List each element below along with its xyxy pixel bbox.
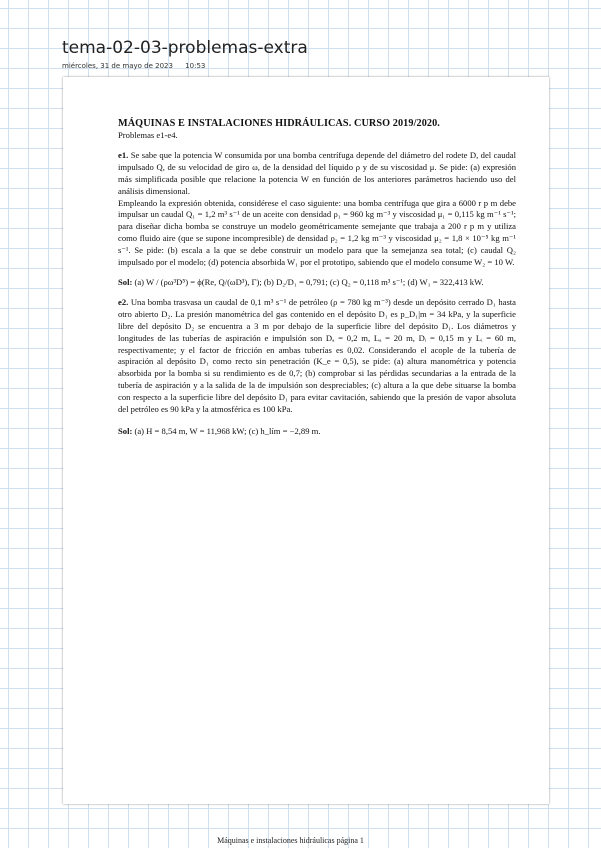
document-content	[118, 117, 516, 438]
note-title: tema-02-03-problemas-extra	[62, 38, 308, 58]
solution-label: Sol:	[118, 276, 133, 287]
problem-e2-statement: e2. Una bomba trasvasa un caudal de 0,1 m³ s⁻¹ de petróleo (ρ = 780 kg m⁻³) desde un depósito cerrado D₁ hasta otro abierto D₂. La presión manométrica del gas contenido en el depósito D₁ es p_D₁|m = 34 kPa, y la superficie libre del depósito D₂ se encuentra a 3 m por debajo de la superficie libre del depósito D₁. Los diámetros y longitudes de las tuberías de aspiración e impulsión son Dₐ = 0,2 m, Lₐ = 20 m, Dᵢ = 0,15 m y Lᵢ = 60 m, respectivamente; y el factor de fricción en ambas tuberías es 0,02. Considerando el acople de la tubería de aspiración al depósito D₁ como recto sin penetración (K_e = 0,5), se pide: (a) altura manométrica y potencia absorbida por la bomba si su rendimiento es de 0,7; (b) comprobar si las pérdidas secundarias a la entrada de la tubería de aspiración y a la salida de la de impulsión son despreciables; (c) altura a la que debe situarse la bomba con respecto a la superficie libre del depósito D₁ para evitar cavitación, sabiendo que la presión de vapor absoluta del petróleo es 90 kPa y la atmosférica es 100 kPa.	[118, 296, 516, 415]
problem-e1-solution: Sol: (a) W / (ρω³D⁵) = ϕ(Re, Q/(ωD³), Γ); (b) D₂/D₁ = 0,791; (c) Q₂ = 0,118 m³ s⁻¹; (d) W₁ = 322,413 kW.	[118, 276, 484, 287]
document-page	[63, 77, 549, 804]
document-title: MÁQUINAS E INSTALACIONES HIDRÁULICAS. CURSO 2019/2020.	[118, 118, 440, 129]
note-meta	[62, 62, 215, 70]
problem-e2-label: e2.	[118, 296, 129, 307]
document-subtitle: Problemas e1-e4.	[118, 130, 178, 140]
problem-e2-solution: Sol: (a) H = 8,54 m, W = 11,968 kW; (c) h_lím = −2,89 m.	[118, 425, 321, 436]
solution-label: Sol:	[118, 425, 133, 436]
page-footer: Máquinas e instalaciones hidráulicas página 1	[217, 836, 364, 845]
problem-e1-statement-2: Empleando la expresión obtenida, considérese el caso siguiente: una bomba centrífuga que gira a 6000 r p m debe impulsar un caudal Q₁ = 1,2 m³ s⁻¹ de un aceite con densidad ρ₁ = 960 kg m⁻³ y viscosidad μ₁ = 0,115 kg m⁻¹ s⁻¹; para diseñar dicha bomba se construye un modelo geométricamente semejante que trabaja a 200 r p m y utiliza como fluido aire (que se supone incompresible) de densidad ρ₂ = 1,2 kg m⁻³ y viscosidad μ₂ = 1,8 × 10⁻⁵ kg m⁻¹ s⁻¹. Se pide: (b) escala a la que se debe construir un modelo para que la semejanza sea total; (c) caudal Q₂ impulsado por el modelo; (d) potencia absorbida W₁ por el prototipo, sabiendo que el modelo consume W₂ = 10 W.	[118, 197, 516, 268]
note-date: miércoles, 31 de mayo de 2023	[62, 62, 173, 70]
problem-e1-statement: e1. Se sabe que la potencia W consumida por una bomba centrífuga depende del diámetro del rodete D, del caudal impulsado Q, de su velocidad de giro ω, de la densidad del líquido ρ y de su viscosidad μ. Se pide: (a) expresión más simplificada posible que relacione la potencia W en función de los anteriores parámetros haciendo uso del análisis dimensional.	[118, 149, 517, 196]
problem-e1-label: e1.	[118, 149, 129, 160]
note-time: 10:53	[185, 62, 206, 70]
